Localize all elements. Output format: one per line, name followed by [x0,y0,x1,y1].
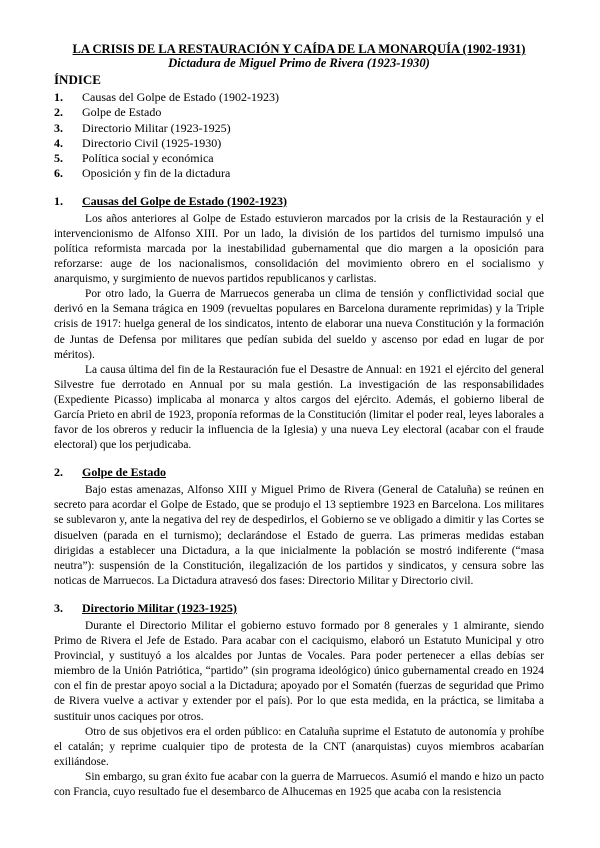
section-causas [54,194,544,454]
paragraph: Por otro lado, la Guerra de Marruecos generaba un clima de tensión y conflictividad social que derivó en la Semana trágica en 1909 (revueltas populares en Barcelona duramente reprimidas) y la Triple crisis de 1917: huelga general de los sindicatos, intento de elaborar una nueva Constitución y la formación de Juntas de Defensa por militares que pedían subida del sueldo y ascenso por edad en lugar de por méritos). [54,288,544,361]
index-item-number: 1. [54,90,63,104]
index-item-number: 3. [54,120,63,135]
paragraph: Otro de sus objetivos era el orden público: en Cataluña suprime el Estatuto de autonomía y prohíbe el catalán; y reprime cualquier tipo de protesta de la CNT (anarquistas) cuyos miembros acabarían exiliándose. [54,725,544,768]
index-item [54,151,544,166]
section-title: Directorio Militar (1923-1925) [82,600,237,615]
index-item-number: 4. [54,135,63,150]
section-title: Causas del Golpe de Estado (1902-1923) [82,193,288,208]
section-heading [54,465,544,480]
paragraph: Bajo estas amenazas, Alfonso XIII y Miguel Primo de Rivera (General de Cataluña) se reúnen en secreto para acordar el Golpe de Estado, que se produjo el 13 septiembre 1923 en Barcelona. Los militares se sublevaron y, ante la negativa del rey de despedirlos, el Gobierno se ve obligado a dimitir y las Cortes se disuelven (parada en el turnismo); declarándose el Estado de guerra. Las primeras medidas estaban dirigidas a establecer una Dictadura, a la que inicialmente la población se mostró indiferente (“masa neutra”): suspensión de la Constitución, ilegalización de los partidos y sindicatos, y censura sobre las noticas de Marruecos. La Dictadura atravesó dos fases: Directorio Militar y Directorio civil. [54,484,544,587]
index-item-number: 5. [54,151,63,166]
section-golpe [54,465,544,589]
index-item-label: Causas del Golpe de Estado (1902-1923) [82,90,279,104]
index-item [54,136,544,151]
section-number: 2. [54,465,63,480]
paragraph: La causa última del fin de la Restauración fue el Desastre de Annual: en 1921 el ejército del general Silvestre fue derrotado en Annual por su mala gestión. La investigación de las responsabilidades (Expediente Picasso) implicaba al monarca y altos cargos del ejército. Además, el gobierno liberal de García Prieto en abril de 1923, proponía reformas de la Constitución (limitar el poder real, leyes laborales a favor de los obreros y reducir la influencia de la Iglesia) y una nueva Ley electoral (acabar con el fraude electoral) que los perjudicaba. [54,363,544,452]
paragraph: Sin embargo, su gran éxito fue acabar con la guerra de Marruecos. Asumió el mando e hizo un pacto con Francia, cuyo resultado fue el desembarco de Alhucemas en 1925 que acaba con la resistencia [54,770,544,798]
index-item [54,90,544,105]
index-item-label: Directorio Civil (1925-1930) [82,135,222,150]
index-list [54,90,544,182]
index-heading: ÍNDICE [54,72,101,87]
paragraph: Durante el Directorio Militar el gobierno estuvo formado por 8 generales y 1 almirante, siendo Primo de Rivera el Jefe de Estado. Para acabar con el caciquismo, elaboró un Estatuto Municipal y otro Provincial, y sustituyó a los alcaldes por Juntas de Vocales. Para poder pertenecer a ellas debías ser miembro de la Unión Patriótica, “partido” (sin programa ideológico) único gubernamental creado en 1924 con el fin de prestar apoyo social a la Dictadura; apoyado por el Somatén (fuerzas de seguridad que Primo de Rivera vuelve a activar y extender por el país). Por lo que esta medida, en la práctica, se limitaba a sustituir unos caciques por otros. [54,619,544,723]
section-number: 1. [54,193,63,208]
index-item [54,121,544,136]
section-heading [54,601,544,616]
index-item-number: 2. [54,105,63,120]
section-number: 3. [54,600,63,615]
section-directorio-militar [54,601,544,800]
section-heading [54,194,544,209]
index-item-label: Política social y económica [82,151,214,166]
index-item-label: Directorio Militar (1923-1925) [82,120,231,135]
index-item-label: Golpe de Estado [82,105,162,120]
index-item-label: Oposición y fin de la dictadura [82,166,231,181]
index-item [54,105,544,120]
paragraph: Los años anteriores al Golpe de Estado estuvieron marcados por la crisis de la Restauración y el intervencionismo de Alfonso XIII. Por un lado, la división de los partidos del turnismo impulsó una política reformista marcada por la inestabilidad gubernamental que dio margen a la oposición para reforzarse: auge de los nacionalismos, consolidación del movimiento obrero en el socialismo y anarquismo, y surgimiento de nuevos partidos republicanos y carlistas. [54,212,544,286]
section-title: Golpe de Estado [82,465,167,480]
index-item [54,166,544,181]
index-item-number: 6. [54,166,63,181]
document-title: LA CRISIS DE LA RESTAURACIÓN Y CAÍDA DE LA MONARQUÍA (1902-1931) [72,42,526,56]
document-subtitle: Dictadura de Miguel Primo de Rivera (1923-1930) [168,56,430,70]
